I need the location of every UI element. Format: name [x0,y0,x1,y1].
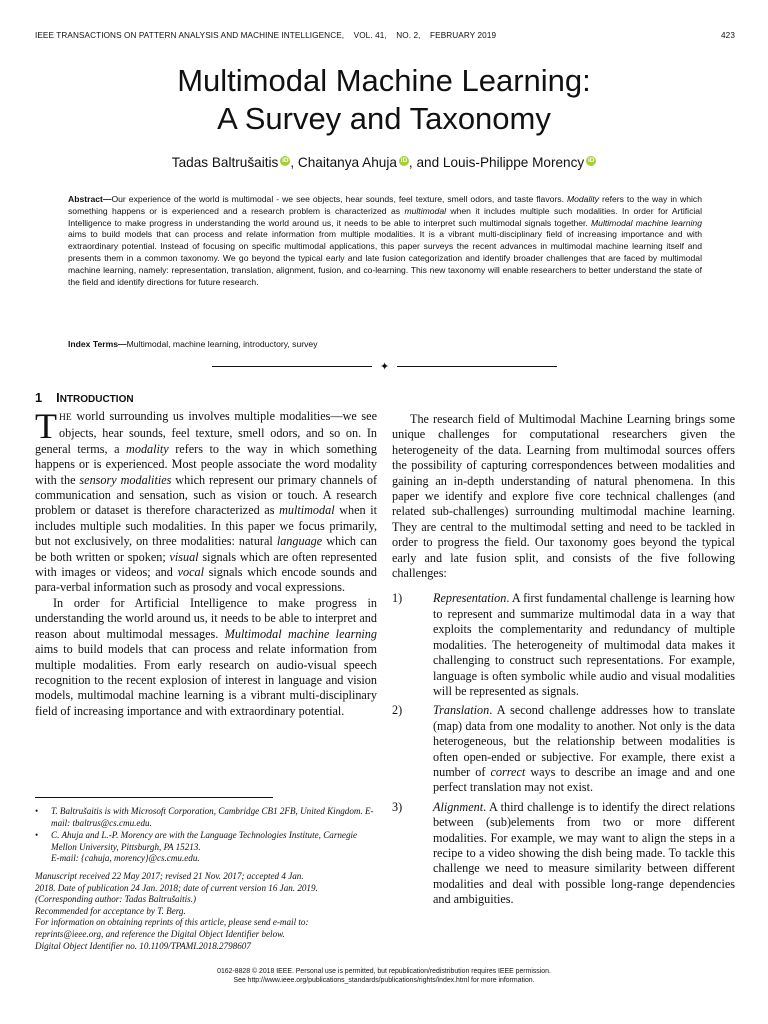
paragraph-text: signals which encode sounds and para-verbal information such as prosody and vocal expressions. [35,565,377,595]
orcid-icon[interactable]: iD [587,157,595,164]
abstract-text: Our experience of the world is multimodal - we see objects, hear sounds, feel texture, smell odors, and taste flavors. [111,194,567,204]
emphasis: Multimodal machine learning [224,626,377,641]
publication-history [35,871,381,952]
copyright-line-2: See http://www.ieee.org/publications_standards/publications/rights/index.html for more information. [233,977,535,984]
list-number: 2) [392,703,403,718]
index-terms-text: Multimodal, machine learning, introductory, survey [126,339,318,349]
list-term: Translation [433,703,490,718]
abstract-text: when it includes multiple such modalities. In order for Artificial Intelligence to make progress in understanding the world around us, it needs to be able to interpret such multimodal signals together. [68,205,702,228]
footnote-line: For information on obtaining reprints of this article, please send e-mail to: [35,917,309,928]
small-caps: HE [59,413,72,423]
paragraph-text: which represent our primary channels of communication and sensation, such as vision or touch. A research problem or dataset is therefore characterized as [35,472,378,518]
footnote-line: Recommended for acceptance by T. Berg. [35,905,186,916]
author-separator: , [290,155,298,170]
index-terms-label: Index Terms— [68,339,127,349]
section-title-rest: NTRODUCTION [59,394,134,405]
abstract [68,194,702,288]
title-line-1: Multimodal Machine Learning: [177,63,591,98]
diamond-icon: ✦ [380,361,390,373]
emphasis: correct [490,764,526,779]
paragraph [35,406,378,596]
list-item [392,800,735,908]
section-divider [212,360,557,374]
footnote-text: C. Ahuja and L.-P. Morency are with the Language Technologies Institute, Carnegie Mellon University, Pittsburgh, PA 15213. [51,830,358,852]
emphasis: language [276,534,323,549]
emphasis: multimodal [279,503,335,518]
paragraph [35,596,377,719]
abstract-emphasis: Multimodal machine learning [591,217,702,228]
paragraph-text: aims to build models that can process and relate information from multiple modalities. From early research on audio-visual speech recognition to the recent explosion of interest in language and vision models, multimodal machine learning is a vibrant multi-disciplinary field of increasing importance and with extraordinary potential. [35,642,377,718]
emphasis: vocal [177,565,204,580]
list-text: . A third challenge is to identify the direct relations between (sub)elements from two or more different modalities. For example, we may want to align the steps in a recipe to a video showing the dish being made. To tackle this challenge we need to measure similarity between different modalities and deal with possible long-range dependencies and ambiguities. [433,799,735,907]
paragraph-text: refers to the way in which something happens or is experienced. Most people associate the word modality with the [35,441,377,487]
bullet-icon: • [35,830,39,841]
abstract-text: aims to build models that can process and relate information from multiple modalities. It is a vibrant multi-disciplinary field of increasing importance and with extraordinary potential. Instead of focusing on specific multimodal applications, this paper surveys the recent advances in multimodal machine learning itself and presents them in a common taxonomy. We go beyond the typical early and late fusion categorization and identify broader challenges that are faced by multimodal machine learning, namely: representation, translation, alignment, fusion, and co-learning. This new taxonomy will enable researchers to better understand the state of the field and identify directions for future research. [68,229,702,287]
copyright-notice [0,967,768,985]
list-term: Representation [433,591,507,606]
emphasis: modality [126,441,169,456]
list-text: ways to describe an image and and one perfect translation may not exist. [433,764,735,795]
footnote-line: (Corresponding author: Tadas Baltrušaitis.) [35,894,197,905]
paragraph-text: world surrounding us involves multiple modalities—we see objects, hear sounds, feel texture, smell odors, and so on. In general terms, a [35,409,377,456]
list-text: . A second challenge addresses how to translate (map) data from one modality to another. Not only is the data heterogeneous, but the relationship between modalities is often open-ended or subjective. For example, there exist a number of [433,703,735,779]
paragraph-text: when it includes multiple such modalities. In this paper we focus primarily, but not exclusively, on three modalities: natural [35,503,377,549]
journal-number: NO. 2, [396,31,421,40]
paragraph-text: In order for Artificial Intelligence to make progress in understanding the world around us, it needs to be able to interpret and reason about multimodal messages. [35,595,377,641]
divider-line-left [212,366,372,367]
challenge-list [392,591,735,907]
list-item [392,591,735,699]
emphasis: sensory modalities [79,472,172,487]
bullet-icon: • [35,806,39,816]
running-head [35,31,735,40]
section-number: 1 [35,390,43,405]
author-separator: , and [408,155,443,170]
footnote-line: 2018. Date of publication 24 Jan. 2018; date of current version 16 Jan. 2019. [35,882,318,893]
abstract-emphasis: Modality [566,194,599,204]
paragraph-text: which can be both written or spoken; [35,534,377,564]
journal-name: IEEE TRANSACTIONS ON PATTERN ANALYSIS AND MACHINE INTELLIGENCE, [35,31,345,40]
copyright-line-1: 0162-8828 © 2018 IEEE. Personal use is permitted, but republication/redistribution requires IEEE permission. [217,968,551,975]
footnote-line: reprints@ieee.org, and reference the Digital Object Identifier below. [35,928,285,939]
author-3: Louis-Philippe Morency [442,155,585,170]
journal-volume: VOL. 41, [353,31,387,40]
divider-line-right [397,366,557,367]
abstract-text: refers to the way in which something happens or is experienced and a research problem is characterized as [68,194,702,216]
paragraph: The research field of Multimodal Machine Learning brings some unique challenges for computational researchers given the heterogeneity of the data. Learning from multimodal sources offers the possibility of capturing correspondences between modalities and gaining an in-depth understanding of natural phenomena. In this paper we identify and explore five core technical challenges (and related sub-challenges) surrounding multimodal machine learning. They are central to the multimodal setting and need to be tackled in order to progress the field. Our taxonomy goes beyond the typical early and late fusion split, and consists of the five following challenges: [392,412,735,581]
list-number: 1) [392,591,403,606]
footnote-line: Manuscript received 22 May 2017; revised 21 Nov. 2017; accepted 4 Jan. [35,870,304,881]
paper-title [0,62,768,138]
list-term: Alignment [433,799,484,814]
footnote-rule [35,797,273,798]
journal-date: FEBRUARY 2019 [430,31,497,40]
abstract-emphasis: multimodal [404,205,447,216]
section-title-initial: I [56,390,60,405]
author-list [0,155,768,170]
footnote-affiliation [35,830,381,865]
abstract-label: Abstract— [68,194,112,204]
emphasis: visual [169,549,199,564]
title-line-2: A Survey and Taxonomy [217,101,551,136]
list-item [392,703,735,795]
author-2: Chaitanya Ahuja [297,155,397,170]
paragraph-text: signals which are often represented with images or videos; and [35,549,377,580]
doi-line: Digital Object Identifier no. 10.1109/TPAMI.2018.2798607 [35,940,251,951]
list-text: . A first fundamental challenge is learning how to represent and summarize multimodal data in a way that exploits the complementarity and redundancy of multiple modalities. The heterogeneity of multimodal data makes it challenging to construct such representations. For example, language is often symbolic while audio and visual modalities will be represented as signals. [433,591,735,698]
orcid-icon[interactable]: iD [282,157,289,164]
drop-cap: T [35,406,57,446]
footnote-email: E-mail: {cahuja, morency}@cs.cmu.edu. [51,853,200,864]
list-number: 3) [392,799,403,814]
orcid-icon[interactable]: iD [400,157,408,164]
index-terms [68,339,702,351]
footnotes [35,806,381,952]
footnote-text: T. Baltrušaitis is with Microsoft Corporation, Cambridge CB1 2FB, United Kingdom. E-mail: tbaltrus@cs.cmu.edu. [51,806,374,828]
footnote-affiliation [35,806,381,829]
left-column [35,406,378,719]
page-number: 423 [721,31,735,40]
right-column [392,412,735,912]
section-heading [35,390,134,405]
author-1: Tadas Baltrušaitis [171,155,279,170]
